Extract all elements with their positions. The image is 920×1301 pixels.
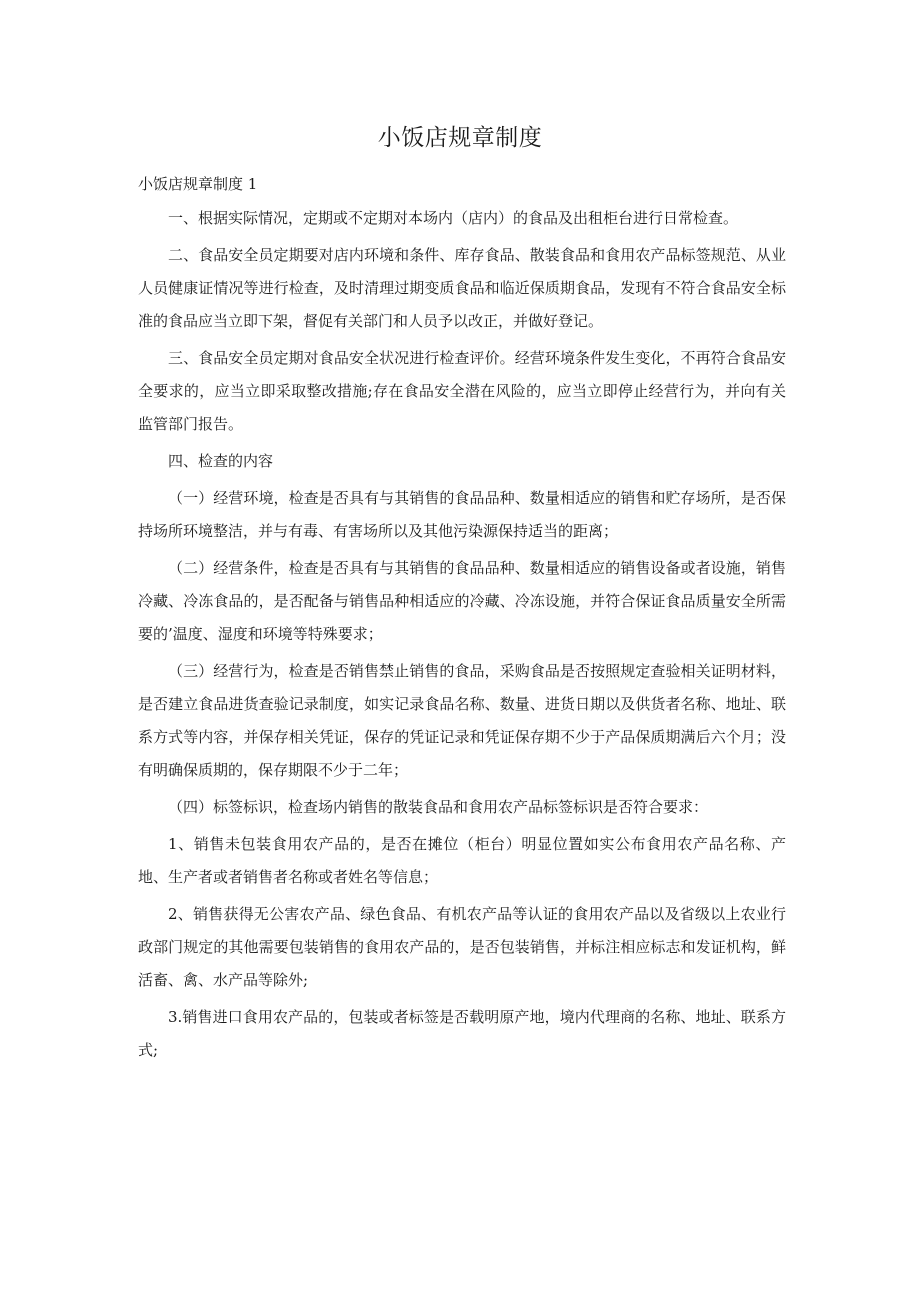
paragraph-item-2: （二）经营条件，检查是否具有与其销售的食品品种、数量相适应的销售设备或者设施，销售冷藏、冷冻食品的，是否配备与销售品种相适应的冷藏、冷冻设施，并符合保证食品质量安全所需要的’温度、湿度和环境等特殊要求； xyxy=(138,559,786,643)
paragraph-3: 三、食品安全员定期对食品安全状况进行检查评价。经营环境条件发生变化，不再符合食品安全要求的，应当立即采取整改措施;存在食品安全潜在风险的，应当立即停止经营行为，并向有关监管部门报告。 xyxy=(138,349,786,433)
paragraph-item-4: （四）标签标识，检查场内销售的散装食品和食用农产品标签标识是否符合要求： xyxy=(168,798,709,816)
paragraph-2: 二、食品安全员定期要对店内环境和条件、库存食品、散装食品和食用农产品标签规范、从业人员健康证情况等进行检查，及时清理过期变质食品和临近保质期食品，发现有不符合食品安全标准的食品应当立即下架，督促有关部门和人员予以改正，并做好登记。 xyxy=(138,246,786,330)
document-title: 小饭店规章制度 xyxy=(377,125,543,151)
paragraph-item-3: （三）经营行为，检查是否销售禁止销售的食品，采购食品是否按照规定查验相关证明材料，是否建立食品进货查验记录制度，如实记录食品名称、数量、进货日期以及供货者名称、地址、联系方式等内容，并保存相关凭证，保存的凭证记录和凭证保存期不少于产品保质期满后六个月；没有明确保质期的，保存期限不少于二年； xyxy=(138,662,786,779)
document-body xyxy=(138,202,786,1071)
paragraph-subitem-1: 1、销售未包装食用农产品的，是否在摊位（柜台）明显位置如实公布食用农产品名称、产地、生产者或者销售者名称或者姓名等信息； xyxy=(138,835,786,886)
paragraph-section-heading: 四、检查的内容 xyxy=(168,452,274,470)
paragraph-1: 一、根据实际情况，定期或不定期对本场内（店内）的食品及出租柜台进行日常检查。 xyxy=(168,209,739,227)
document-subtitle: 小饭店规章制度 1 xyxy=(138,175,258,193)
paragraph-subitem-2: 2、销售获得无公害农产品、绿色食品、有机农产品等认证的食用农产品以及省级以上农业行政部门规定的其他需要包装销售的食用农产品的，是否包装销售，并标注相应标志和发证机构，鲜活畜、禽、水产品等除外; xyxy=(138,905,786,989)
paragraph-item-1: （一）经营环境，检查是否具有与其销售的食品品种、数量相适应的销售和贮存场所，是否保持场所环境整洁，并与有毒、有害场所以及其他污染源保持适当的距离； xyxy=(138,489,786,540)
paragraph-subitem-3: 3.销售进口食用农产品的，包装或者标签是否载明原产地，境内代理商的名称、地址、联系方式; xyxy=(138,1008,786,1059)
